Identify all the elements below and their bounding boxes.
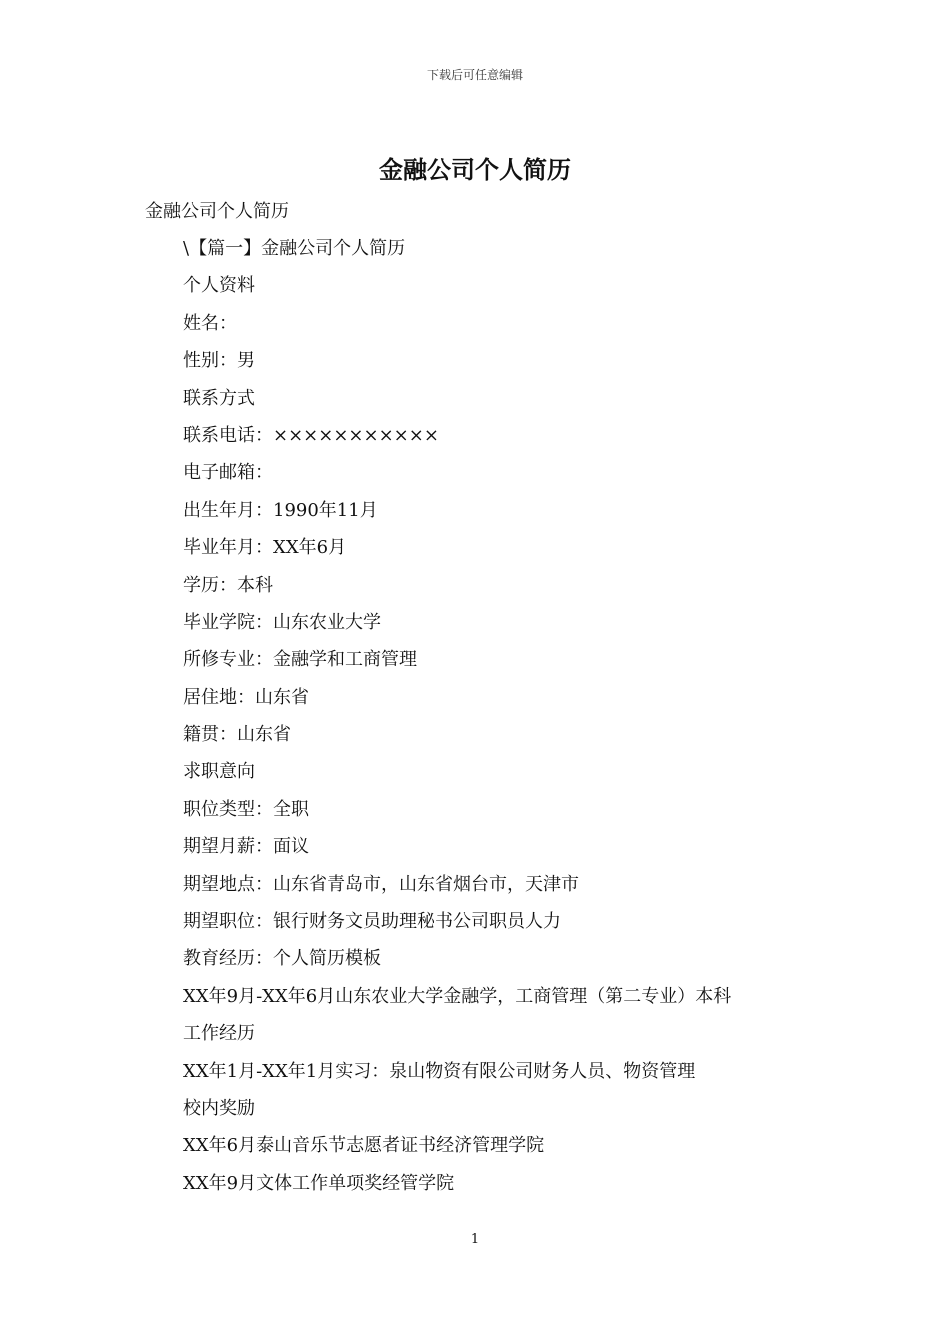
section-heading-part-one: \【篇一】金融公司个人简历 — [183, 238, 406, 259]
section-label-work-experience: 工作经历 — [183, 1023, 255, 1045]
resume-body — [183, 236, 731, 1208]
award-entry: XX年6月泰山音乐节志愿者证书经济管理学院 — [183, 1135, 545, 1157]
education-entry: XX年9月-XX年6月山东农业大学金融学，工商管理（第二专业）本科 — [183, 985, 732, 1007]
field-phone: 联系电话：××××××××××× — [183, 424, 439, 446]
work-entry: XX年1月-XX年1月实习：泉山物资有限公司财务人员、物资管理 — [183, 1060, 696, 1082]
field-expected-position: 期望职位：银行财务文员助理秘书公司职员人力 — [183, 911, 561, 933]
field-education-level: 学历：本科 — [183, 574, 273, 596]
section-label-awards: 校内奖励 — [183, 1097, 255, 1119]
field-job-type: 职位类型：全职 — [183, 798, 309, 820]
document-title: 金融公司个人简历 — [379, 155, 571, 184]
field-birth-date: 出生年月：1990年11月 — [183, 499, 378, 521]
section-label-personal-info: 个人资料 — [183, 275, 255, 297]
page-number: 1 — [470, 1232, 480, 1247]
field-graduation-date: 毕业年月：XX年6月 — [183, 537, 347, 559]
field-name: 姓名： — [183, 312, 237, 334]
section-label-education: 教育经历：个人简历模板 — [183, 948, 381, 970]
section-label-contact: 联系方式 — [183, 387, 255, 409]
field-expected-salary: 期望月薪：面议 — [183, 836, 309, 858]
section-label-job-intent: 求职意向 — [183, 761, 255, 783]
field-residence: 居住地：山东省 — [183, 686, 309, 708]
field-gender: 性别：男 — [183, 350, 255, 372]
award-entry: XX年9月文体工作单项奖经管学院 — [183, 1172, 455, 1194]
field-email: 电子邮箱： — [183, 462, 273, 484]
field-expected-location: 期望地点：山东省青岛市，山东省烟台市，天津市 — [183, 873, 579, 895]
document-subtitle-line: 金融公司个人简历 — [145, 201, 289, 222]
page-header-note: 下载后可任意编辑 — [426, 68, 523, 82]
field-college: 毕业学院：山东农业大学 — [183, 611, 381, 633]
field-hometown: 籍贯：山东省 — [183, 724, 291, 746]
field-major: 所修专业：金融学和工商管理 — [183, 649, 417, 671]
